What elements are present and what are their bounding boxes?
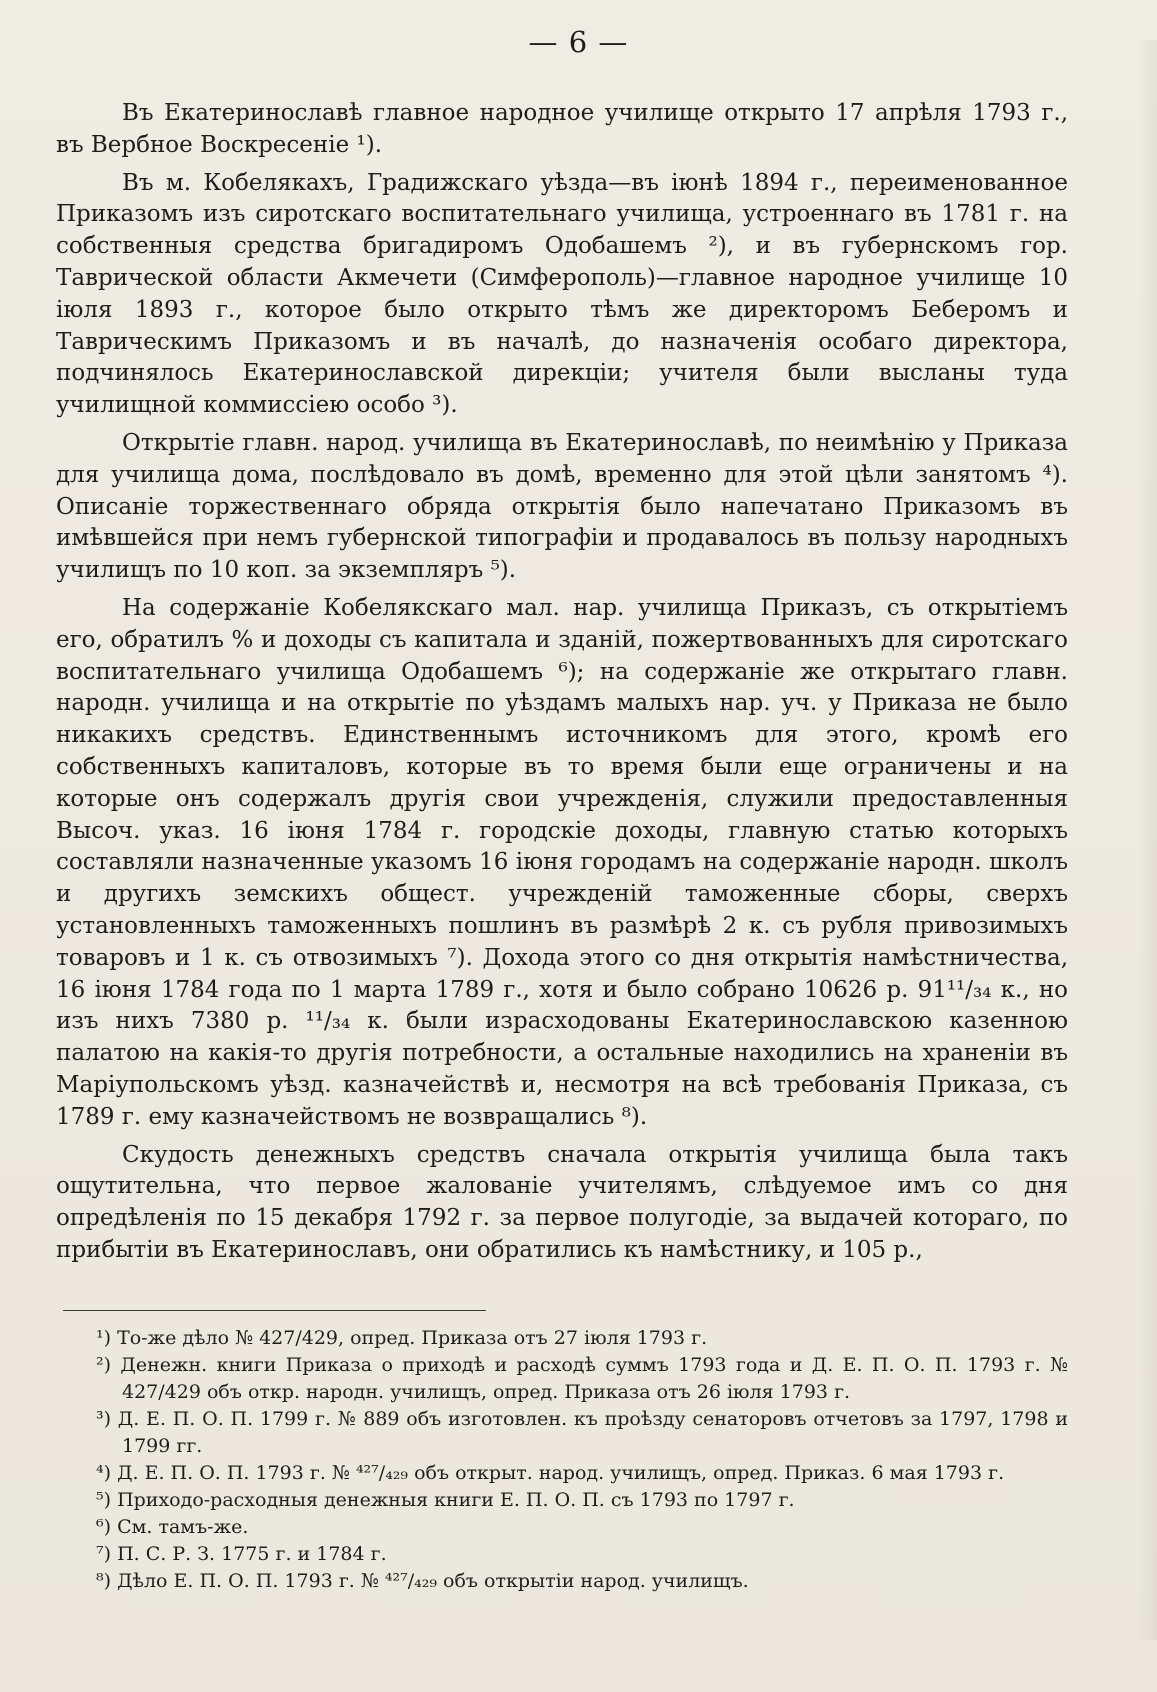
paragraph-3: Открытіе главн. народ. училища въ Екатеринославѣ, по неимѣнію у Приказа для училища дома, послѣдовало въ домѣ, временно для этой цѣли занятомъ ⁴). Описаніе торжественнаго обряда открытія было напечатано Приказомъ въ имѣвшейся при немъ губернской типографіи и продавалось въ пользу народныхъ училищъ по 10 коп. за экземпляръ ⁵).	[56, 429, 1068, 584]
footnote-5: ⁵) Приходо-расходныя денежныя книги Е. П. О. П. съ 1793 по 1797 г.	[96, 1489, 795, 1511]
footnote-6: ⁶) См. тамъ-же.	[96, 1516, 249, 1538]
footnote-7: ⁷) П. С. Р. З. 1775 г. и 1784 г.	[96, 1543, 387, 1565]
footnote-8: ⁸) Дѣло Е. П. О. П. 1793 г. № ⁴²⁷/₄₂₉ объ открытіи народ. училищъ.	[96, 1570, 749, 1592]
main-text	[56, 98, 1068, 1273]
footnotes	[56, 1325, 1068, 1595]
footnote-4: ⁴) Д. Е. П. О. П. 1793 г. № ⁴²⁷/₄₂₉ объ открыт. народ. училищъ, опред. Приказ. 6 мая 1793 г.	[96, 1462, 1005, 1484]
paragraph-5: Скудость денежныхъ средствъ сначала открытія училища была такъ ощутительна, что первое жалованіе учителямъ, слѣдуемое имъ со дня опредѣленія по 15 декабря 1792 г. за первое полугодіе, за выдачей котораго, по прибытіи въ Екатеринославъ, они обратились къ намѣстнику, и 105 р.,	[56, 1141, 1068, 1263]
footnote-2: ²) Денежн. книги Приказа о приходѣ и расходѣ суммъ 1793 года и Д. Е. П. О. П. 1793 г. № 427/429 объ откр. народн. училищъ, опред. Приказа отъ 26 іюля 1793 г.	[96, 1354, 1068, 1403]
page-number: — 6 —	[528, 25, 629, 59]
paragraph-2: Въ м. Кобелякахъ, Градижскаго уѣзда—въ іюнѣ 1894 г., переименованное Приказомъ изъ сиротскаго воспитательнаго училища, устроеннаго въ 1781 г. на собственныя средства бригадиромъ Одобашемъ ²), и въ губернскомъ гор. Таврической области Акмечети (Симферополь)—главное народное училище 10 іюля 1893 г., которое было открыто тѣмъ же директоромъ Беберомъ и Таврическимъ Приказомъ и въ началѣ, до назначенія особаго директора, подчинялось Екатеринославской дирекціи; учителя были высланы туда училищной коммиссіею особо ³).	[56, 169, 1068, 419]
paragraph-4: На содержаніе Кобелякскаго мал. нар. училища Приказъ, съ открытіемъ его, обратилъ % и доходы съ капитала и зданій, пожертвованныхъ для сиротскаго воспитательнаго училища Одобашемъ ⁶); на содержаніе же открытаго главн. народн. училища и на открытіе по уѣздамъ малыхъ нар. уч. у Приказа не было никакихъ средствъ. Единственнымъ источникомъ для этого, кромѣ его собственныхъ капиталовъ, которые въ то время были еще ограничены и на которые онъ содержалъ другія свои учрежденія, служили предоставленныя Высоч. указ. 16 іюня 1784 г. городскіе доходы, главную статью которыхъ составляли назначенные указомъ 16 іюня городамъ на содержаніе народн. школъ и другихъ земскихъ общест. учрежденій таможенные сборы, сверхъ установленныхъ таможенныхъ пошлинъ въ размѣрѣ 2 к. съ рубля привозимыхъ товаровъ и 1 к. съ отвозимыхъ ⁷). Дохода этого со дня открытія намѣстничества, 16 іюня 1784 года по 1 марта 1789 г., хотя и было собрано 10626 р. 91¹¹/₃₄ к., но изъ нихъ 7380 р. ¹¹/₃₄ к. были израсходованы Екатеринославскою казенною палатою на какія-то другія потребности, а остальные находились на храненіи въ Маріупольскомъ уѣзд. казначействѣ и, несмотря на всѣ требованія Приказа, съ 1789 г. ему казначействомъ не возвращались ⁸).	[56, 594, 1068, 1130]
footnote-3: ³) Д. Е. П. О. П. 1799 г. № 889 объ изготовлен. къ проѣзду сенаторовъ отчетовъ за 1797, 1798 и 1799 гг.	[96, 1408, 1068, 1457]
page-edge-shadow	[1139, 40, 1157, 1640]
footnote-separator	[63, 1310, 486, 1311]
footnote-1: ¹) То-же дѣло № 427/429, опред. Приказа отъ 27 іюля 1793 г.	[96, 1327, 708, 1349]
paragraph-1: Въ Екатеринославѣ главное народное училище открыто 17 апрѣля 1793 г., въ Вербное Воскресеніе ¹).	[56, 100, 1068, 158]
